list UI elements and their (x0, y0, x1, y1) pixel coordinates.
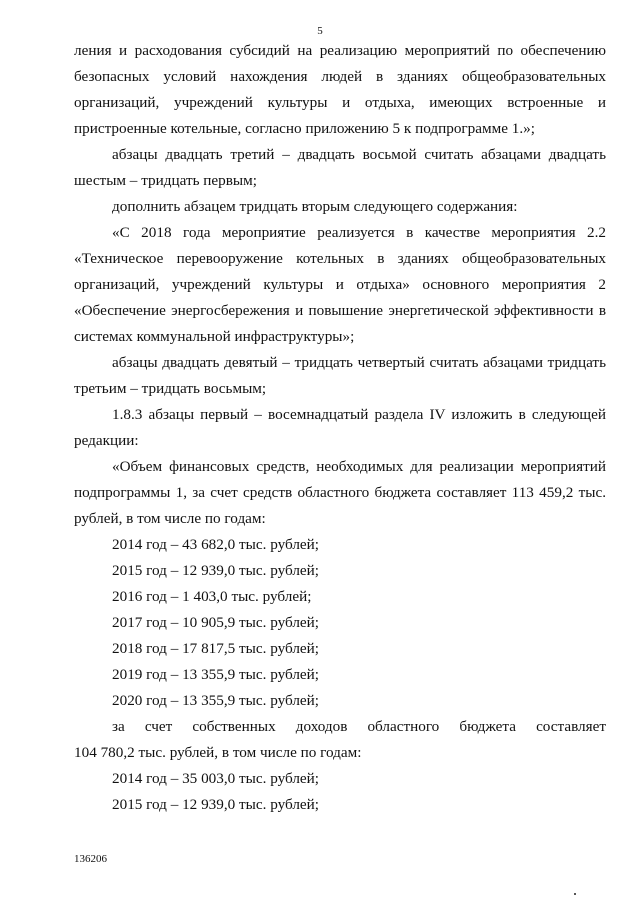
funding-year-2015: 2015 год – 12 939,0 тыс. рублей; (112, 562, 320, 579)
document-body (74, 38, 606, 818)
paragraph-renumber-1: абзацы двадцать третий – двадцать восьмой считать абзацами двадцать шестым – тридцать первым; (74, 146, 606, 189)
paragraph-own-revenue-total: 104 780,2 тыс. рублей, в том числе по годам: (74, 744, 362, 761)
funding-year-2017: 2017 год – 10 905,9 тыс. рублей; (112, 614, 320, 631)
funding-year-2016: 2016 год – 1 403,0 тыс. рублей; (112, 588, 312, 605)
funding-year-2019: 2019 год – 13 355,9 тыс. рублей; (112, 666, 320, 683)
funding-year-2014: 2014 год – 43 682,0 тыс. рублей; (112, 536, 320, 553)
paragraph-quote-2018: «С 2018 года мероприятие реализуется в качестве мероприятия 2.2 «Техническое перевооружение котельных в зданиях общеобразовательных организаций, учреждений культуры и отдыха» основного мероприятия 2 «Обеспечение энергосбережения и повышение энергетической эффективности в системах коммунальной инфраструктуры»; (74, 224, 606, 345)
paragraph-section-iv: 1.8.3 абзацы первый – восемнадцатый раздела IV изложить в следующей редакции: (74, 406, 606, 449)
document-code: 136206 (74, 853, 107, 865)
paragraph-own-revenue: за счет собственных доходов областного бюджета составляет (112, 718, 606, 735)
funding-year-2018: 2018 год – 17 817,5 тыс. рублей; (112, 640, 320, 657)
paragraph-add-instruction: дополнить абзацем тридцать вторым следующего содержания: (112, 198, 518, 215)
own-revenue-year-2015: 2015 год – 12 939,0 тыс. рублей; (112, 796, 320, 813)
paragraph-renumber-2: абзацы двадцать девятый – тридцать четвертый считать абзацами тридцать третьим – тридцать восьмым; (74, 354, 606, 397)
scan-dot (574, 893, 576, 895)
paragraph-continuation: ления и расходования субсидий на реализацию мероприятий по обеспечению безопасных условий нахождения людей в зданиях общеобразовательных организаций, учреждений культуры и отдыха, имеющих встроенные и пристроенные котельные, согласно приложению 5 к подпрограмме 1.»; (74, 42, 606, 137)
page-number: 5 (317, 25, 323, 37)
paragraph-funding-total: «Объем финансовых средств, необходимых для реализации мероприятий подпрограммы 1, за счет средств областного бюджета составляет 113 459,2 тыс. рублей, в том числе по годам: (74, 458, 606, 527)
own-revenue-year-2014: 2014 год – 35 003,0 тыс. рублей; (112, 770, 320, 787)
funding-year-2020: 2020 год – 13 355,9 тыс. рублей; (112, 692, 320, 709)
